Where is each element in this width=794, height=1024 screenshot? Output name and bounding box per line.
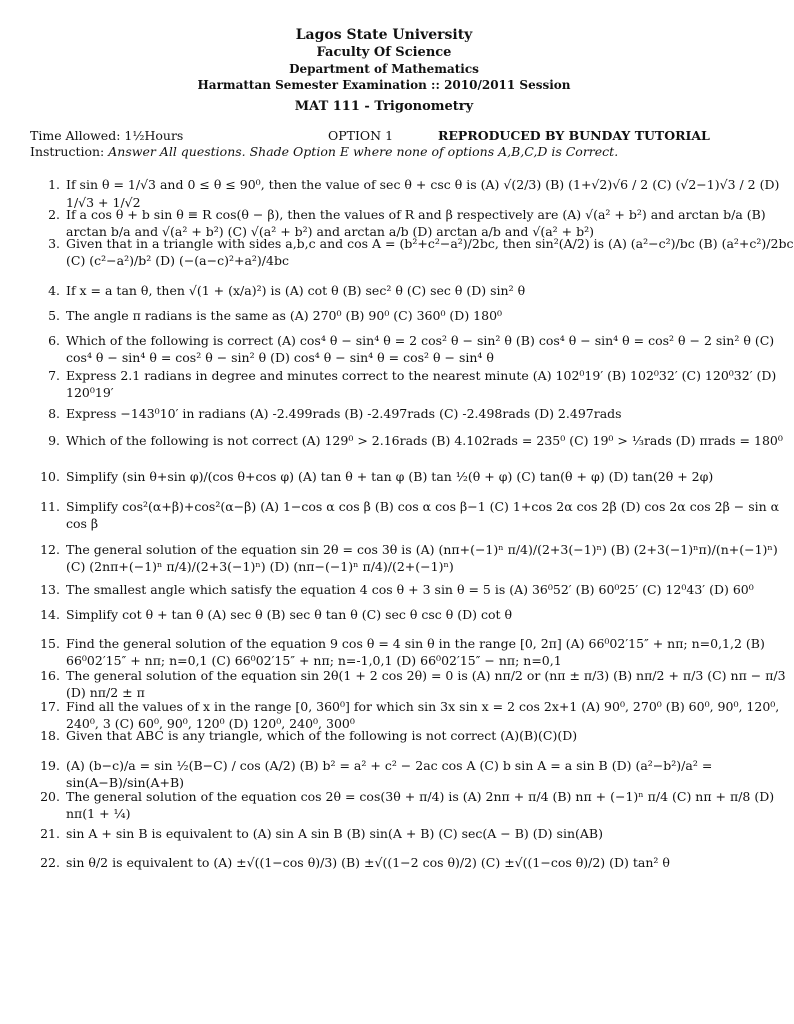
question-item [30,282,794,300]
question-number: 7. [48,368,60,383]
question-number: 16. [40,668,60,683]
question-text: The angle π radians is the same as (A) 270⁰ (B) 90⁰ (C) 360⁰ (D) 180⁰ [66,308,503,323]
question-text: (A) (b−c)/a = sin ½(B−C) / cos (A/2) (B) b² = a² + c² − 2ac cos A (C) b sin A = a sin B (D) (a²−b²)/a² = sin(A−B)/sin(A+B) [66,758,717,790]
question-item [30,635,794,669]
question-text: If sin θ = 1/√3 and 0 ≤ θ ≤ 90⁰, then the value of sec θ + csc θ is (A) √(2/3) (B) (1+√2)√6 / 2 (C) (√2−1)√3 / 2 (D) 1/√3 + 1/√2 [66,177,784,210]
question-item [30,235,794,269]
question-number: 3. [48,236,60,251]
question-number: 9. [48,433,60,448]
exam-header [0,26,768,116]
question-item [30,667,794,701]
question-text: Simplify cot θ + tan θ (A) sec θ (B) sec θ tan θ (C) sec θ csc θ (D) cot θ [66,607,513,622]
faculty-name: Faculty Of Science [316,45,452,60]
question-text: The smallest angle which satisfy the equation 4 cos θ + 3 sin θ = 5 is (A) 36⁰52′ (B) 60⁰25′ (C) 12⁰43′ (D) 60⁰ [66,582,754,597]
question-number: 8. [48,406,60,421]
time-label: Time Allowed: [30,128,121,143]
question-number: 18. [40,728,60,743]
question-text: Which of the following is correct (A) cos⁴ θ − sin⁴ θ = 2 cos² θ − sin² θ (B) cos⁴ θ − sin⁴ θ = cos² θ − 2 sin² θ (C) cos⁴ θ − sin⁴ θ = cos² θ − sin² θ (D) cos⁴ θ − sin⁴ θ = cos² θ − sin⁴ θ [66,333,779,365]
question-item [30,176,794,210]
question-number: 19. [40,758,60,773]
question-item [30,788,794,822]
question-text: The general solution of the equation sin 2θ(1 + 2 cos 2θ) = 0 is (A) nπ/2 or (nπ ± π/3) (B) nπ/2 + π/3 (C) nπ − π/3 (D) nπ/2 ± π [66,668,790,700]
question-item [30,727,794,745]
time-value: 1½Hours [124,128,184,143]
exam-session: Harmattan Semester Examination :: 2010/2011 Session [197,78,571,92]
time-allowed [30,128,183,144]
reproduced-by: REPRODUCED BY BUNDAY TUTORIAL [438,128,710,143]
question-item [30,405,794,423]
question-text: The general solution of the equation sin 2θ = cos 3θ is (A) (nπ+(−1)ⁿ π/4)/(2+3(−1)ⁿ) (B) (2+3(−1)ⁿπ)/(n+(−1)ⁿ) (C) (2nπ+(−1)ⁿ π/4)/(2+3(−1)ⁿ) (D) (nπ−(−1)ⁿ π/4)/(2+(−1)ⁿ) [66,542,782,574]
question-number: 5. [48,308,60,323]
question-text: If x = a tan θ, then √(1 + (x/a)²) is (A) cot θ (B) sec² θ (C) sec θ (D) sin² θ [66,283,526,298]
question-text: Given that ABC is any triangle, which of the following is not correct (A)(B)(C)(D) [66,728,578,743]
question-text: Which of the following is not correct (A) 129⁰ > 2.16rads (B) 4.102rads = 235⁰ (C) 19⁰ > ⅓rads (D) πrads = 180⁰ [66,433,783,448]
question-text: Find all the values of x in the range [0, 360⁰] for which sin 3x sin x = 2 cos 2x+1 (A) 90⁰, 270⁰ (B) 60⁰, 90⁰, 120⁰, 240⁰, 3 (C) 60⁰, 90⁰, 120⁰ (D) 120⁰, 240⁰, 300⁰ [66,699,784,731]
course-title: MAT 111 - Trigonometry [294,99,474,114]
question-text: Simplify cos²(α+β)+cos²(α−β) (A) 1−cos α cos β (B) cos α cos β−1 (C) 1+cos 2α cos 2β (D) cos 2α cos 2β − sin α cos β [66,499,784,531]
question-text: sin A + sin B is equivalent to (A) sin A sin B (B) sin(A + B) (C) sec(A − B) (D) sin(AB) [66,826,603,841]
instruction-row [30,144,750,160]
question-text: Find the general solution of the equation 9 cos θ = 4 sin θ in the range [0, 2π] (A) 66⁰02′15″ + nπ; n=0,1,2 (B) 66⁰02′15″ + nπ; n=0,1 (C) 66⁰02′15″ + nπ; n=-1,0,1 (D) 66⁰02′15″ − nπ; n=0,1 [66,636,769,668]
question-number: 22. [40,855,60,870]
question-number: 17. [40,699,60,714]
question-number: 13. [40,582,60,597]
question-number: 4. [48,283,60,298]
question-item [30,332,794,366]
question-item [30,432,794,450]
question-item [30,468,794,486]
instruction-text: Answer All questions. Shade Option E where none of options A,B,C,D is Correct. [108,144,619,159]
department-name: Department of Mathematics [289,62,479,76]
question-number: 14. [40,607,60,622]
question-number: 12. [40,542,60,557]
question-item [30,606,794,624]
university-name: Lagos State University [295,27,473,43]
question-text: Simplify (sin θ+sin φ)/(cos θ+cos φ) (A) tan θ + tan φ (B) tan ½(θ + φ) (C) tan(θ + φ) (D) tan(2θ + 2φ) [66,469,714,484]
question-text: The general solution of the equation cos 2θ = cos(3θ + π/4) is (A) 2nπ + π/4 (B) nπ + (−1)ⁿ π/4 (C) nπ + π/8 (D) nπ(1 + ¼) [66,789,779,821]
instruction-label: Instruction: [30,144,105,159]
question-item [30,825,794,843]
question-number: 11. [40,499,60,514]
question-number: 10. [40,469,60,484]
question-text: sin θ/2 is equivalent to (A) ±√((1−cos θ)/3) (B) ±√((1−2 cos θ)/2) (C) ±√((1−cos θ)/2) (D) tan² θ [66,855,670,870]
question-item [30,541,794,575]
question-item [30,854,794,872]
question-text: Given that in a triangle with sides a,b,c and cos A = (b²+c²−a²)/2bc, then sin²(A/2) is (A) (a²−c²)/bc (B) (a²+c²)/2bc (C) (c²−a²)/b² (D) (−(a−c)²+a²)/4bc [66,236,794,268]
question-number: 21. [40,826,60,841]
question-number: 6. [48,333,60,348]
question-item [30,307,794,325]
question-number: 20. [40,789,60,804]
question-item [30,367,794,401]
question-number: 15. [40,636,60,651]
exam-meta [30,128,750,160]
question-text: Express −143⁰10′ in radians (A) -2.499rads (B) -2.497rads (C) -2.498rads (D) 2.497rads [66,406,622,421]
question-number: 2. [48,207,60,222]
question-item [30,581,794,599]
option-label: OPTION 1 [328,128,394,143]
question-text: If a cos θ + b sin θ ≡ R cos(θ − β), then the values of R and β respectively are (A) √(a² + b²) and arctan b/a (B) arctan b/a and √(a² + b²) (C) √(a² + b²) and arctan a/b (D) arctan a/b and √(a² + b²) [66,207,770,239]
question-number: 1. [48,177,60,192]
question-item [30,498,794,532]
question-text: Express 2.1 radians in degree and minutes correct to the nearest minute (A) 102⁰19′ (B) 102⁰32′ (C) 120⁰32′ (D) 120⁰19′ [66,368,781,400]
question-item [30,757,794,791]
meta-row [30,128,750,144]
